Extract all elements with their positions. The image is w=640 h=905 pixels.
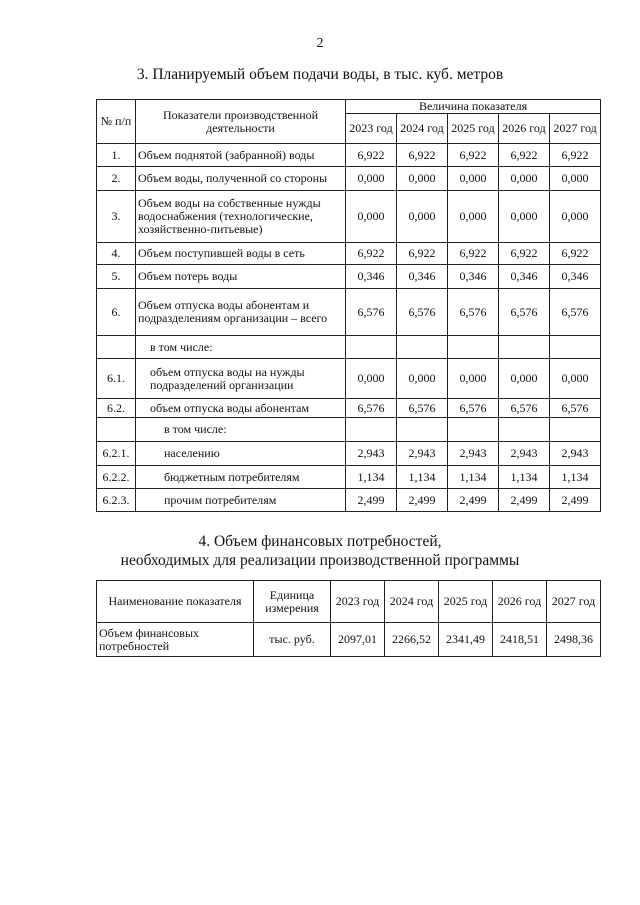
table-row <box>97 289 601 336</box>
row-value <box>499 418 550 442</box>
row-name: в том числе: <box>136 418 346 442</box>
table-row <box>97 466 601 489</box>
row-value: 6,576 <box>397 399 448 418</box>
row-value: 6,576 <box>550 399 601 418</box>
row-value <box>346 336 397 359</box>
row-value: 2,943 <box>550 442 601 466</box>
row-value: 0,000 <box>346 167 397 191</box>
row-value: 6,576 <box>499 289 550 336</box>
row-name: Объем воды на собственные нужды водоснабжения (технологические, хозяйственно-питьевые) <box>136 191 346 243</box>
row-num: 3. <box>97 191 136 243</box>
row-value: 0,000 <box>346 191 397 243</box>
water-supply-table <box>96 99 601 512</box>
row-value: 2,943 <box>448 442 499 466</box>
row-value: 2341,49 <box>439 623 493 657</box>
row-value: 2,499 <box>550 489 601 512</box>
row-value: 2418,51 <box>493 623 547 657</box>
header-indicators: Показатели производственной деятельности <box>136 100 346 144</box>
header-year: 2025 год <box>448 114 499 144</box>
section4-title-line2: необходимых для реализации производственной программы <box>120 552 520 569</box>
row-value: 2266,52 <box>385 623 439 657</box>
row-num: 1. <box>97 144 136 167</box>
row-value: 6,922 <box>346 144 397 167</box>
table-row <box>97 399 601 418</box>
row-value <box>397 336 448 359</box>
section4-title-line1: 4. Объем финансовых потребностей, <box>198 533 442 550</box>
row-value: 6,576 <box>448 399 499 418</box>
header-year: 2027 год <box>550 114 601 144</box>
table-row <box>97 144 601 167</box>
row-num: 6.2.2. <box>97 466 136 489</box>
row-value: 6,576 <box>448 289 499 336</box>
row-value: 1,134 <box>397 466 448 489</box>
table-row <box>97 243 601 265</box>
row-num: 6.1. <box>97 359 136 399</box>
row-value: 2,499 <box>346 489 397 512</box>
table-row <box>97 489 601 512</box>
row-value: 1,134 <box>550 466 601 489</box>
row-name: Объем поднятой (забранной) воды <box>136 144 346 167</box>
table-row <box>97 265 601 289</box>
row-name: населению <box>136 442 346 466</box>
row-value: 2,499 <box>499 489 550 512</box>
page-number: 2 <box>316 36 324 51</box>
row-value: 0,346 <box>397 265 448 289</box>
table-row <box>97 442 601 466</box>
row-name: бюджетным потребителям <box>136 466 346 489</box>
row-name: объем отпуска воды на нужды подразделений организации <box>136 359 346 399</box>
header-name: Наименование показателя <box>97 581 254 623</box>
row-name: в том числе: <box>136 336 346 359</box>
row-value: 6,576 <box>346 289 397 336</box>
row-value: 0,000 <box>346 359 397 399</box>
row-num: 6.2. <box>97 399 136 418</box>
row-value: 0,000 <box>550 359 601 399</box>
row-name: Объем поступившей воды в сеть <box>136 243 346 265</box>
section3-title: 3. Планируемый объем подачи воды, в тыс. куб. метров <box>136 66 504 83</box>
row-value: 6,922 <box>397 243 448 265</box>
row-value: 0,000 <box>448 167 499 191</box>
row-value: 6,922 <box>499 144 550 167</box>
row-value: 2,943 <box>499 442 550 466</box>
row-num: 6. <box>97 289 136 336</box>
row-unit: тыс. руб. <box>254 623 331 657</box>
row-value: 2,943 <box>346 442 397 466</box>
row-value: 6,576 <box>550 289 601 336</box>
table-row <box>97 336 601 359</box>
row-num: 6.2.1. <box>97 442 136 466</box>
row-value: 2097,01 <box>331 623 385 657</box>
row-value: 0,000 <box>448 359 499 399</box>
row-name: объем отпуска воды абонентам <box>136 399 346 418</box>
row-name: Объем потерь воды <box>136 265 346 289</box>
header-year: 2023 год <box>331 581 385 623</box>
row-value: 6,576 <box>346 399 397 418</box>
table-row <box>97 623 601 657</box>
row-value <box>448 336 499 359</box>
row-num: 5. <box>97 265 136 289</box>
row-value: 0,346 <box>550 265 601 289</box>
row-value: 6,576 <box>499 399 550 418</box>
row-value: 1,134 <box>499 466 550 489</box>
row-value: 2,499 <box>448 489 499 512</box>
row-num <box>97 418 136 442</box>
row-value: 6,922 <box>499 243 550 265</box>
row-value <box>397 418 448 442</box>
row-value: 2498,36 <box>547 623 601 657</box>
row-value: 0,000 <box>397 359 448 399</box>
row-value <box>550 418 601 442</box>
row-num: 6.2.3. <box>97 489 136 512</box>
row-value: 0,000 <box>550 191 601 243</box>
row-value: 0,346 <box>499 265 550 289</box>
financial-needs-table <box>96 580 601 657</box>
row-name: Объем воды, полученной со стороны <box>136 167 346 191</box>
row-num <box>97 336 136 359</box>
header-unit: Единица измерения <box>254 581 331 623</box>
header-year: 2024 год <box>397 114 448 144</box>
table-row <box>97 167 601 191</box>
row-value <box>448 418 499 442</box>
row-value: 1,134 <box>448 466 499 489</box>
row-num: 2. <box>97 167 136 191</box>
row-value: 6,922 <box>397 144 448 167</box>
header-value-group: Величина показателя <box>346 100 601 114</box>
row-value: 6,922 <box>448 243 499 265</box>
row-value: 6,922 <box>550 243 601 265</box>
row-value: 2,943 <box>397 442 448 466</box>
row-value: 0,000 <box>397 191 448 243</box>
section4-title <box>0 532 640 570</box>
table-row <box>97 418 601 442</box>
header-year: 2026 год <box>499 114 550 144</box>
row-value: 2,499 <box>397 489 448 512</box>
row-num: 4. <box>97 243 136 265</box>
row-value: 0,000 <box>448 191 499 243</box>
row-value: 6,576 <box>397 289 448 336</box>
row-value: 0,000 <box>499 359 550 399</box>
row-value: 0,000 <box>499 191 550 243</box>
row-value <box>499 336 550 359</box>
row-value: 6,922 <box>448 144 499 167</box>
row-value: 6,922 <box>550 144 601 167</box>
row-name: Объем отпуска воды абонентам и подразделениям организации – всего <box>136 289 346 336</box>
row-value <box>346 418 397 442</box>
row-value: 0,000 <box>550 167 601 191</box>
row-name: Объем финансовых потребностей <box>97 623 254 657</box>
row-value <box>550 336 601 359</box>
row-value: 0,346 <box>448 265 499 289</box>
row-name: прочим потребителям <box>136 489 346 512</box>
row-value: 0,000 <box>499 167 550 191</box>
header-year: 2026 год <box>493 581 547 623</box>
row-value: 1,134 <box>346 466 397 489</box>
header-year: 2025 год <box>439 581 493 623</box>
header-year: 2023 год <box>346 114 397 144</box>
header-year: 2027 год <box>547 581 601 623</box>
row-value: 0,346 <box>346 265 397 289</box>
row-value: 0,000 <box>397 167 448 191</box>
table-row <box>97 191 601 243</box>
table-row <box>97 359 601 399</box>
header-year: 2024 год <box>385 581 439 623</box>
row-value: 6,922 <box>346 243 397 265</box>
header-num: № п/п <box>97 100 136 144</box>
